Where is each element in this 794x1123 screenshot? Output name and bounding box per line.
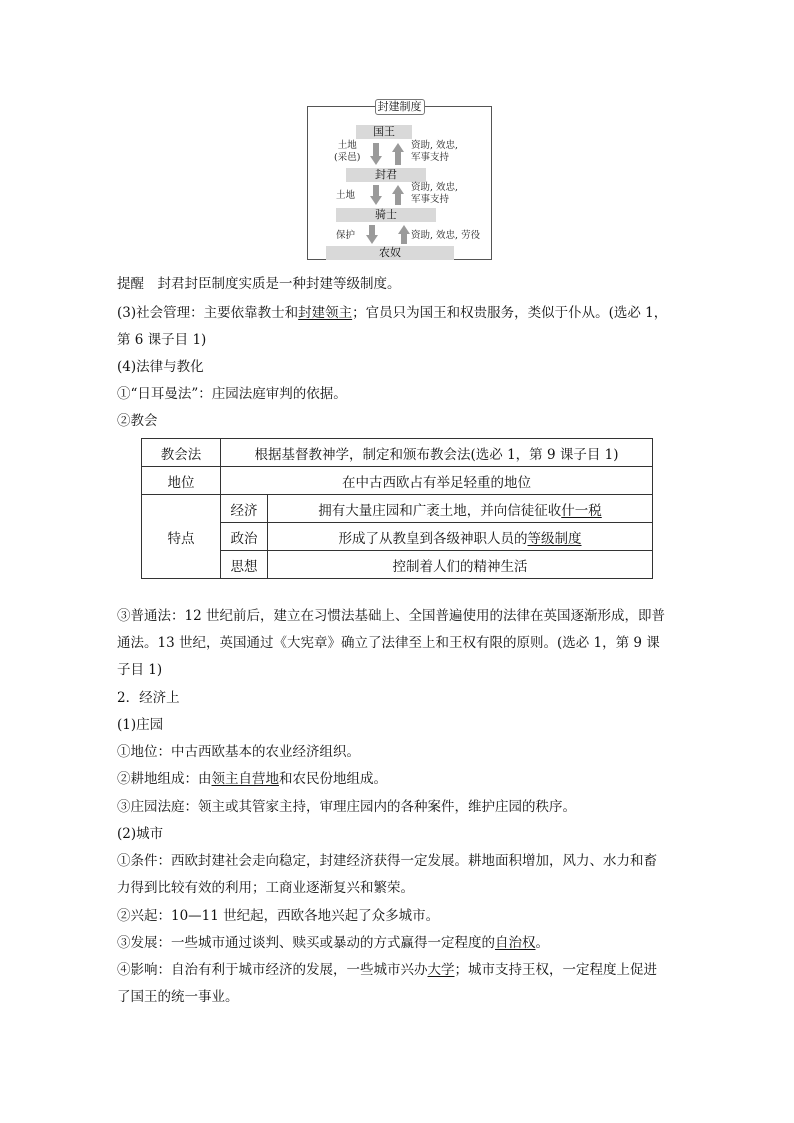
- tip-line: 提醒 封君封臣制度实质是一种封建等级制度。: [117, 276, 401, 292]
- social-management-line-1: [117, 304, 667, 322]
- text: ；城市支持王权，一定程度上促进: [454, 962, 657, 978]
- city-line-6: 了国王的统一事业。: [117, 989, 239, 1005]
- underlined-term: 领主自营地: [211, 771, 279, 787]
- text: 形成了从教皇到各级神职人员的: [338, 530, 528, 547]
- city-line-2: 力得到比较有效的利用；工商业逐渐复兴和繁荣。: [117, 880, 414, 896]
- table-row: [142, 467, 653, 495]
- manor-line-1: ①地位：中古西欧基本的农业经济组织。: [117, 744, 360, 760]
- text: 和农民份地组成。: [279, 771, 387, 787]
- city-line-4: [117, 934, 549, 952]
- diagram-title: 封建制度: [375, 99, 425, 115]
- arrow-up-icon: [392, 185, 404, 205]
- level-serf: 农奴: [326, 246, 454, 260]
- church-table: [141, 438, 653, 579]
- down-label-land-fief: 土地 (采邑): [334, 140, 361, 163]
- law-heading: (4)法律与教化: [117, 359, 204, 375]
- city-line-3: ②兴起：10—11 世纪起，西欧各地兴起了众多城市。: [117, 908, 440, 924]
- social-management-line-2: 第 6 课子目 1): [117, 332, 207, 348]
- manor-line-3: ③庄园法庭：领主或其管家主持，审理庄园内的各种案件，维护庄园的秩序。: [117, 799, 576, 815]
- arrow-down-icon: [370, 185, 382, 205]
- manor-heading: (1)庄园: [117, 717, 164, 733]
- table-cell: 在中古西欧占有举足轻重的地位: [221, 467, 653, 495]
- level-knight: 骑士: [336, 208, 436, 222]
- table-cell-sublabel: 经济: [221, 495, 268, 523]
- up-label-aid-1: 资助, 效忠, 军事支持: [411, 140, 459, 163]
- table-cell-head: 教会法: [142, 439, 221, 467]
- text: 拥有大量庄园和广袤土地，并向信徒征收: [318, 502, 562, 519]
- table-cell-sublabel: 政治: [221, 523, 268, 551]
- table-cell-sublabel: 思想: [221, 551, 268, 579]
- underlined-term: 封建领主: [298, 305, 353, 321]
- germanic-law-line: ①“日耳曼法”：庄园法庭审判的依据。: [117, 386, 347, 402]
- feudal-system-diagram: [307, 100, 492, 260]
- underlined-term: 大学: [427, 962, 455, 978]
- table-row: [142, 439, 653, 467]
- text: 。: [535, 935, 549, 951]
- underlined-term: 什一税: [561, 502, 602, 519]
- down-label-protect: 保护: [336, 230, 356, 241]
- table-cell: [268, 523, 653, 551]
- common-law-line-2: 通法。13 世纪，英国通过《大宪章》确立了法律至上和王权有限的原则。(选必 1，第 9 课: [117, 635, 660, 651]
- city-line-1: ①条件：西欧封建社会走向稳定，封建经济获得一定发展。耕地面积增加，风力、水力和畜: [117, 853, 657, 869]
- table-cell: [268, 495, 653, 523]
- text: ③发展：一些城市通过谈判、赎买或暴动的方式赢得一定程度的: [117, 935, 495, 951]
- table-cell-head: 地位: [142, 467, 221, 495]
- table-cell: 控制着人们的精神生活: [268, 551, 653, 579]
- underlined-term: 等级制度: [527, 530, 582, 547]
- city-heading: (2)城市: [117, 826, 164, 842]
- text: ④影响：自治有利于城市经济的发展，一些城市兴办: [117, 962, 428, 978]
- arrow-down-icon: [370, 143, 382, 165]
- common-law-line-1: ③普通法：12 世纪前后，建立在习惯法基础上、全国普遍使用的法律在英国逐渐形成，即普: [117, 608, 665, 624]
- manor-line-2: [117, 770, 387, 788]
- text: ②耕地组成：由: [117, 771, 212, 787]
- common-law-line-3: 子目 1): [117, 662, 163, 678]
- level-lord: 封君: [346, 168, 426, 182]
- up-label-aid-3: 资助, 效忠, 劳役: [411, 230, 481, 241]
- table-cell-head: 特点: [142, 495, 221, 579]
- economy-heading: 2．经济上: [117, 690, 180, 706]
- text: (3)社会管理：主要依靠教士和: [117, 305, 299, 321]
- table-cell: 根据基督教神学，制定和颁布教会法(选必 1，第 9 课子目 1): [221, 439, 653, 467]
- up-label-aid-2: 资助, 效忠, 军事支持: [411, 182, 459, 205]
- text: ；官员只为国王和权贵服务，类似于仆从。(选必 1，: [352, 305, 668, 321]
- arrow-down-icon: [366, 225, 378, 244]
- level-king: 国王: [356, 125, 412, 139]
- table-row: [142, 495, 653, 523]
- church-line: ②教会: [117, 413, 158, 429]
- down-label-land: 土地: [336, 190, 356, 201]
- arrow-up-icon: [392, 143, 404, 165]
- arrow-up-icon: [398, 225, 410, 244]
- underlined-term: 自治权: [495, 935, 536, 951]
- city-line-5: [117, 961, 657, 979]
